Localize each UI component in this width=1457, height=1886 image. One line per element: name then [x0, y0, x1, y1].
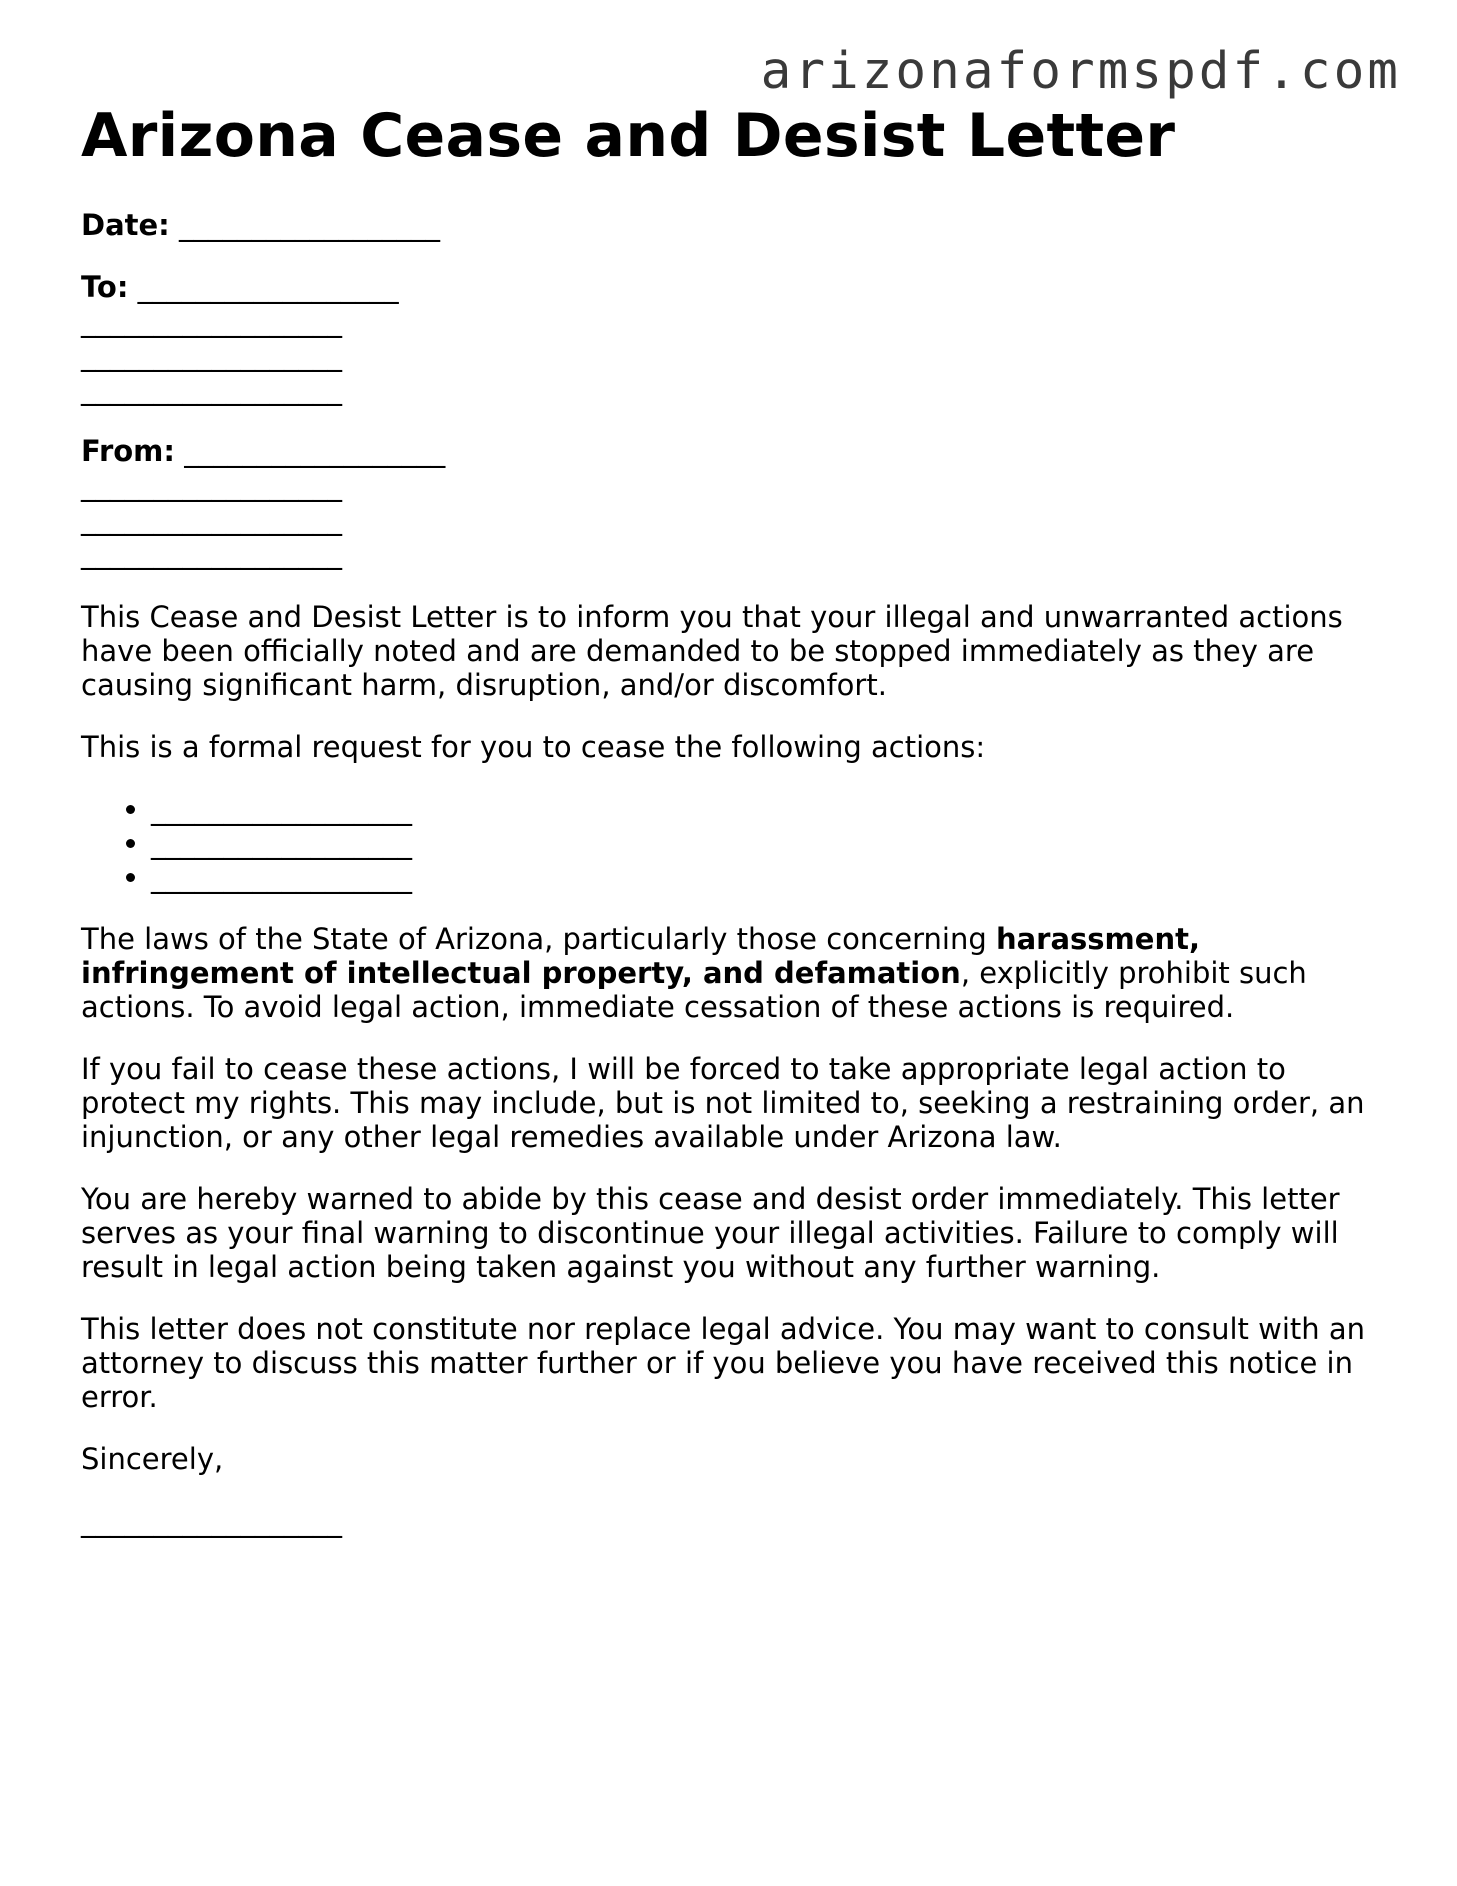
from-address-line-2[interactable]: __________________: [81, 502, 342, 536]
letter-page: [81, 100, 1381, 1538]
closing: Sincerely,: [81, 1442, 224, 1476]
to-label: To:: [81, 270, 129, 304]
warning-paragraph: You are hereby warned to abide by this cease and desist order immediately. This letter serves as your final warning to discontinue your illegal activities. Failure to comply will result in legal action being taken against you without any further warning.: [81, 1182, 1340, 1284]
date-field: [81, 208, 1381, 242]
from-blank[interactable]: __________________: [184, 434, 446, 468]
laws-text-before: The laws of the State of Arizona, particularly those concerning: [81, 922, 996, 956]
request-paragraph: This is a formal request for you to cease the following actions:: [81, 730, 986, 764]
date-blank[interactable]: __________________: [179, 208, 440, 242]
intro-paragraph: This Cease and Desist Letter is to inform you that your illegal and unwarranted actions have been officially noted and are demanded to be stopped immediately as they are causing significant harm, disruption, and/or discomfort.: [81, 600, 1343, 702]
laws-paragraph: [81, 922, 1381, 1024]
to-field: [81, 270, 1381, 406]
to-blank[interactable]: __________________: [137, 270, 399, 304]
from-address-line-1[interactable]: __________________: [81, 468, 342, 502]
actions-list: [81, 792, 1381, 894]
from-label: From:: [81, 434, 175, 468]
laws-text-after: , explicitly prohibit such actions. To avoid legal action, immediate cessation of these actions is required.: [81, 956, 1307, 1024]
from-field: [81, 434, 1381, 570]
list-item[interactable]: • __________________: [151, 792, 1381, 826]
to-address-line-3[interactable]: __________________: [81, 372, 342, 406]
list-item[interactable]: • __________________: [151, 860, 1381, 894]
to-address-line-2[interactable]: __________________: [81, 338, 342, 372]
signature-line[interactable]: __________________: [81, 1504, 342, 1538]
to-address-line-1[interactable]: __________________: [81, 304, 342, 338]
page-title: Arizona Cease and Desist Letter: [81, 101, 1176, 171]
laws-text-bold: harassment, infringement of intellectual property, and defamation: [81, 922, 1200, 990]
advice-paragraph: This letter does not constitute nor replace legal advice. You may want to consult with an attorney to discuss this matter further or if you believe you have received this notice in error.: [81, 1312, 1366, 1414]
date-label: Date:: [81, 208, 170, 242]
from-address-line-3[interactable]: __________________: [81, 536, 342, 570]
list-item[interactable]: • __________________: [151, 826, 1381, 860]
fail-paragraph: If you fail to cease these actions, I will be forced to take appropriate legal action to protect my rights. This may include, but is not limited to, seeking a restraining order, an injunction, or any other legal remedies available under Arizona law.: [81, 1052, 1365, 1154]
watermark: arizonaformspdf.com: [760, 42, 1401, 101]
